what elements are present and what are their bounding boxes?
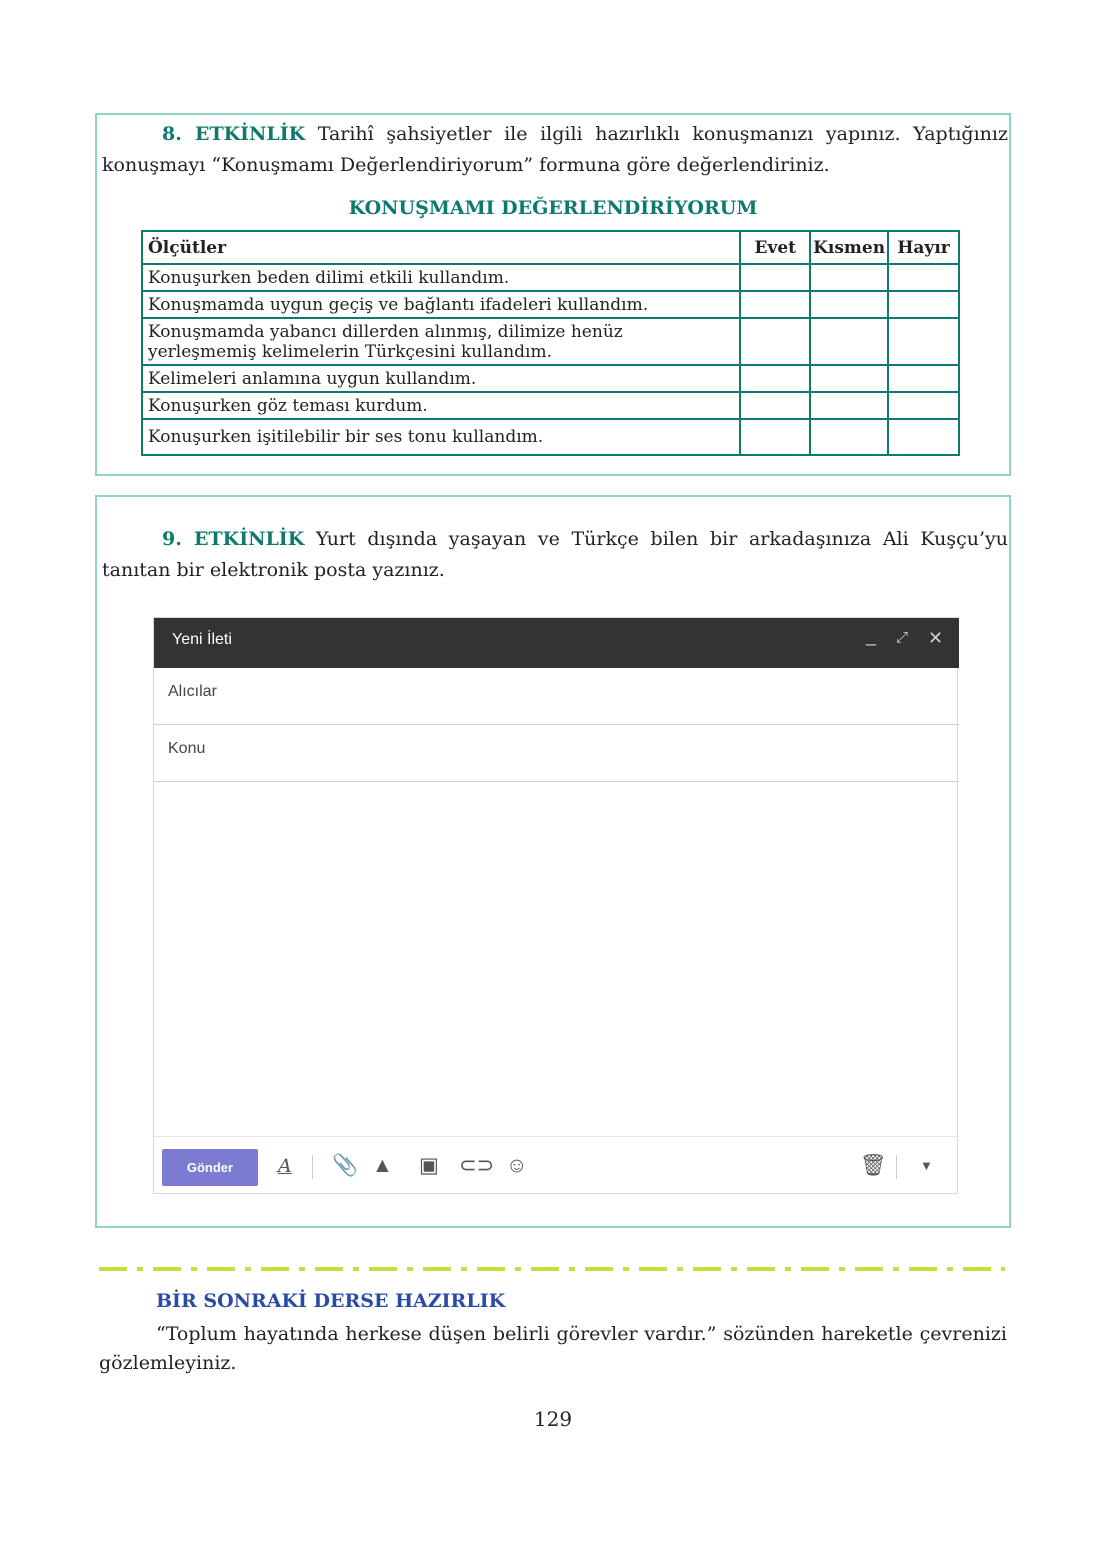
send-button[interactable]: Gönder <box>162 1149 258 1186</box>
insert-photo-icon[interactable]: ▣ <box>419 1154 439 1177</box>
activity-8-instruction <box>102 119 1008 181</box>
emoji-icon[interactable]: ☺ <box>506 1154 528 1177</box>
activity-9-box <box>95 495 1011 1228</box>
next-lesson-title: BİR SONRAKİ DERSE HAZIRLIK <box>156 1290 506 1312</box>
attach-icon[interactable]: 📎 <box>332 1154 359 1177</box>
subject-field[interactable] <box>154 725 959 782</box>
checkbox-cell-yes[interactable] <box>740 291 810 318</box>
table-row <box>142 318 959 365</box>
email-composer <box>153 617 958 1194</box>
more-options-icon[interactable]: ▼ <box>920 1158 933 1173</box>
checkbox-cell-yes[interactable] <box>740 392 810 419</box>
link-icon[interactable]: ⊂⊃ <box>459 1154 495 1177</box>
formatting-icon[interactable]: A <box>278 1155 292 1177</box>
minimize-icon[interactable]: _ <box>866 626 877 646</box>
section-divider <box>99 1266 1005 1272</box>
checkbox-cell-yes[interactable] <box>740 264 810 291</box>
checkbox-cell-no[interactable] <box>888 392 959 419</box>
checkbox-cell-partly[interactable] <box>810 419 888 455</box>
checkbox-cell-no[interactable] <box>888 318 959 365</box>
activity-9-text: Yurt dışında yaşayan ve Türkçe bilen bir arkadaşınıza Ali Kuşçu’yu tanıtan bir elektronik posta yazınız. <box>102 528 1008 581</box>
activity-9-instruction <box>102 524 1008 586</box>
recipients-label: Alıcılar <box>168 683 217 700</box>
activity-8-box <box>95 113 1011 476</box>
trash-icon[interactable]: 🗑 <box>860 1154 887 1177</box>
page-number: 129 <box>533 1407 573 1431</box>
form-title: KONUŞMAMI DEĞERLENDİRİYORUM <box>348 197 758 219</box>
criterion-cell: Konuşurken göz teması kurdum. <box>142 392 740 419</box>
checkbox-cell-yes[interactable] <box>740 318 810 365</box>
criterion-cell: Kelimeleri anlamına uygun kullandım. <box>142 365 740 392</box>
evaluation-table <box>141 230 960 456</box>
drive-icon[interactable]: ▲ <box>372 1154 393 1177</box>
activity-8-text: Tarihî şahsiyetler ile ilgili hazırlıklı konuşmanızı yapınız. Yaptığınız konuşmayı “Konuşmamı Değerlendiriyorum” formuna göre değerlendiriniz. <box>102 123 1008 176</box>
checkbox-cell-no[interactable] <box>888 419 959 455</box>
header-no: Hayır <box>888 231 959 264</box>
checkbox-cell-no[interactable] <box>888 291 959 318</box>
header-partly: Kısmen <box>810 231 888 264</box>
message-body[interactable] <box>154 782 959 1136</box>
table-row <box>142 264 959 291</box>
subject-label: Konu <box>168 740 206 757</box>
checkbox-cell-no[interactable] <box>888 365 959 392</box>
toolbar-divider <box>896 1155 897 1179</box>
checkbox-cell-yes[interactable] <box>740 365 810 392</box>
criterion-cell: Konuşmamda yabancı dillerden alınmış, dilimize henüz yerleşmemiş kelimelerin Türkçesini kullandım. <box>142 318 740 365</box>
header-criteria: Ölçütler <box>142 231 740 264</box>
composer-title-bar <box>154 618 959 668</box>
table-row <box>142 419 959 455</box>
next-lesson-text: “Toplum hayatında herkese düşen belirli görevler vardır.” sözünden hareketle çevrenizi gözlemleyiniz. <box>99 1323 1007 1374</box>
activity-9-lead: 9. ETKİNLİK <box>162 528 305 550</box>
checkbox-cell-partly[interactable] <box>810 264 888 291</box>
activity-8-lead: 8. ETKİNLİK <box>162 123 306 145</box>
toolbar-divider <box>312 1155 313 1179</box>
criterion-cell: Konuşurken beden dilimi etkili kullandım. <box>142 264 740 291</box>
close-icon[interactable]: ✕ <box>928 628 944 648</box>
checkbox-cell-partly[interactable] <box>810 318 888 365</box>
checkbox-cell-partly[interactable] <box>810 365 888 392</box>
checkbox-cell-yes[interactable] <box>740 419 810 455</box>
composer-toolbar <box>154 1136 959 1194</box>
criterion-cell: Konuşmamda uygun geçiş ve bağlantı ifadeleri kullandım. <box>142 291 740 318</box>
table-row <box>142 365 959 392</box>
header-yes: Evet <box>740 231 810 264</box>
checkbox-cell-partly[interactable] <box>810 291 888 318</box>
expand-icon[interactable]: ⤢ <box>896 629 909 646</box>
criterion-cell: Konuşurken işitilebilir bir ses tonu kullandım. <box>142 419 740 455</box>
recipients-field[interactable] <box>154 668 959 725</box>
checkbox-cell-no[interactable] <box>888 264 959 291</box>
checkbox-cell-partly[interactable] <box>810 392 888 419</box>
composer-title: Yeni İleti <box>172 631 232 648</box>
table-row <box>142 392 959 419</box>
table-row <box>142 291 959 318</box>
table-header-row <box>142 231 959 264</box>
